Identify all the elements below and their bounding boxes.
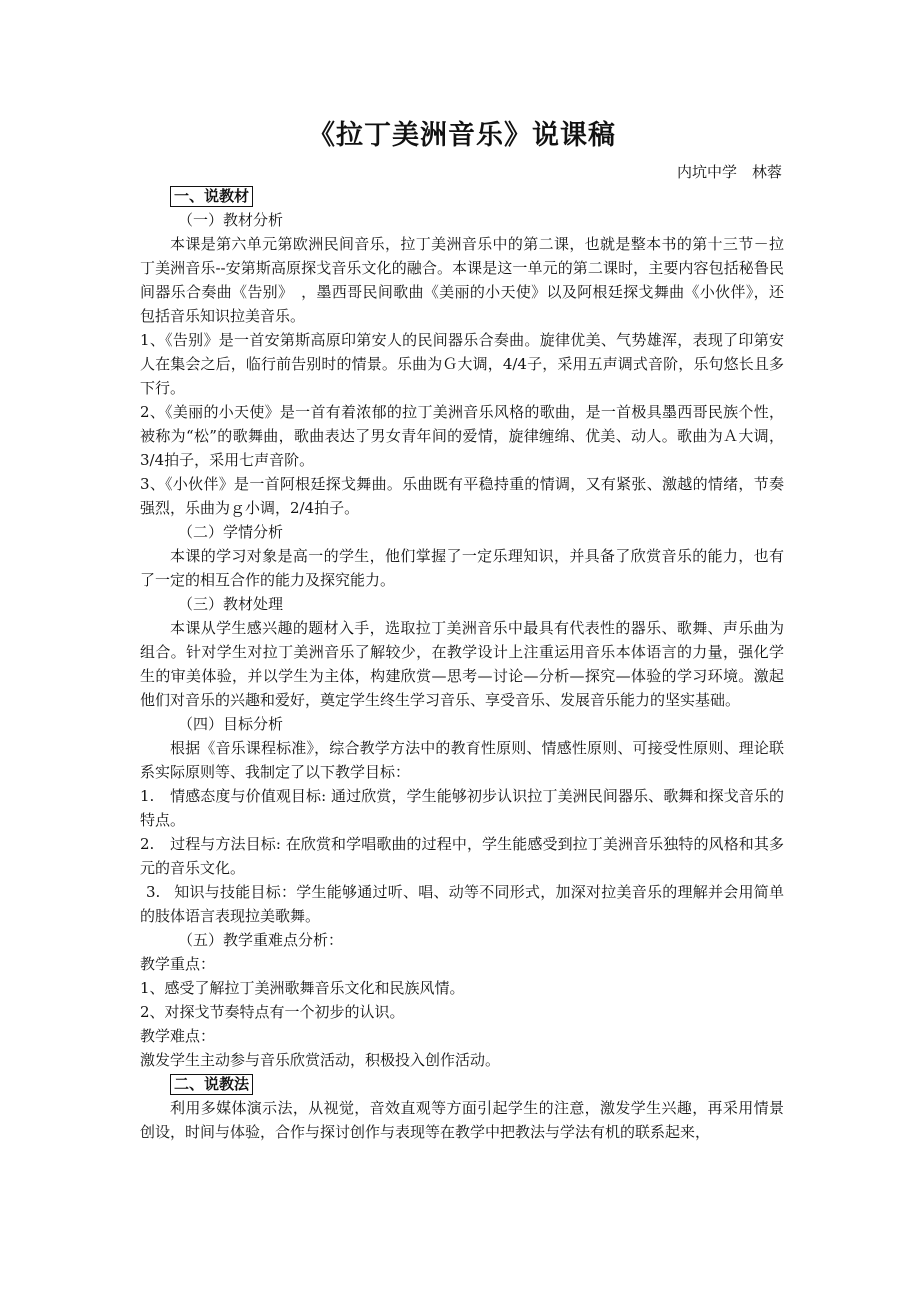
paragraph-teaching-method: 利用多媒体演示法，从视觉，音效直观等方面引起学生的注意，激发学生兴趣，再采用情景创设，时间与体验，合作与探讨创作与表现等在教学中把教法与学法有机的联系起来， xyxy=(140,1099,784,1141)
section-heading-teaching-material: 一、说教材 xyxy=(170,186,253,207)
list-item-companion: 3、《小伙伴》是一首阿根廷探戈舞曲。乐曲既有平稳持重的情调，又有紧张、激越的情绪，节奏强烈，乐曲为ｇ小调，2/4拍子。 xyxy=(140,475,784,517)
section-heading-row xyxy=(140,1072,784,1096)
goal-text: 情感态度与价值观目标: 通过欣赏，学生能够初步认识拉丁美洲民间器乐、歌舞和探戈音乐的特点。 xyxy=(140,787,784,829)
document-page xyxy=(140,0,784,1302)
key-point-item: 1、感受了解拉丁美洲歌舞音乐文化和民族风情。 xyxy=(140,979,465,997)
author-line: 内坑中学 林蓉 xyxy=(676,163,782,181)
subheading-student-analysis: （二）学情分析 xyxy=(178,523,284,541)
paragraph-goal-analysis: 根据《音乐课程标准》，综合教学方法中的教育性原则、情感性原则、可接受性原则、理论联系实际原则等、我制定了以下教学目标： xyxy=(140,739,784,781)
section-heading-row xyxy=(140,184,784,208)
goal-number: 1. xyxy=(140,787,155,805)
difficult-point-item: 激发学生主动参与音乐欣赏活动，积极投入创作活动。 xyxy=(140,1051,501,1069)
subheading-material-handling: （三）教材处理 xyxy=(178,595,284,613)
subheading-material-analysis: （一）教材分析 xyxy=(178,211,284,229)
goal-item xyxy=(140,784,784,832)
paragraph-student-analysis: 本课的学习对象是高一的学生，他们掌握了一定乐理知识，并具备了欣赏音乐的能力，也有了一定的相互合作的能力及探究能力。 xyxy=(140,547,784,589)
list-item-little-angel: 2、《美丽的小天使》是一首有着浓郁的拉丁美洲音乐风格的歌曲，是一首极具墨西哥民族个性，被称为“松”的歌舞曲，歌曲表达了男女青年间的爱情，旋律缠绵、优美、动人。歌曲为Ａ大调，3/4拍子，采用七声音阶。 xyxy=(140,403,784,469)
subheading-goal-analysis: （四）目标分析 xyxy=(178,715,284,733)
document-body xyxy=(140,184,784,1144)
paragraph-material-analysis: 本课是第六单元第欧洲民间音乐，拉丁美洲音乐中的第二课，也就是整本书的第十三节－拉丁美洲音乐--安第斯高原探戈音乐文化的融合。本课是这一单元的第二课时，主要内容包括秘鲁民间器乐合奏曲《告别》 ，墨西哥民间歌曲《美丽的小天使》以及阿根廷探戈舞曲《小伙伴》，还包括音乐知识拉美音乐。 xyxy=(140,235,784,325)
key-point-item: 2、对探戈节奏特点有一个初步的认识。 xyxy=(140,1003,405,1021)
section-heading-teaching-method: 二、说教法 xyxy=(170,1074,253,1095)
goal-text: 过程与方法目标: 在欣赏和学唱歌曲的过程中，学生能感受到拉丁美洲音乐独特的风格和其多元的音乐文化。 xyxy=(140,835,784,877)
document-title: 《拉丁美洲音乐》说课稿 xyxy=(308,120,616,151)
goal-text: 知识与技能目标：学生能够通过听、唱、动等不同形式，加深对拉美音乐的理解并会用简单的肢体语言表现拉美歌舞。 xyxy=(140,883,784,925)
paragraph-material-handling: 本课从学生感兴趣的题材入手，选取拉丁美洲音乐中最具有代表性的器乐、歌舞、声乐曲为组合。针对学生对拉丁美洲音乐了解较少，在教学设计上注重运用音乐本体语言的力量，强化学生的审美体验，并以学生为主体，构建欣赏—思考—讨论—分析—探究—体验的学习环境。激起他们对音乐的兴趣和爱好，奠定学生终生学习音乐、享受音乐、发展音乐能力的坚实基础。 xyxy=(140,619,784,709)
key-points-label: 教学重点： xyxy=(140,955,216,973)
subheading-key-difficult-points: （五）教学重难点分析： xyxy=(178,931,344,949)
goal-number: 3. xyxy=(146,883,161,901)
goal-number: 2. xyxy=(140,835,155,853)
difficult-points-label: 教学难点： xyxy=(140,1027,216,1045)
goal-item xyxy=(140,880,784,928)
goal-item xyxy=(140,832,784,880)
list-item-farewell: 1、《告别》是一首安第斯高原印第安人的民间器乐合奏曲。旋律优美、气势雄浑，表现了印第安人在集会之后，临行前告别时的情景。乐曲为Ｇ大调，4/4子，采用五声调式音阶，乐句悠长且多下行。 xyxy=(140,331,784,397)
